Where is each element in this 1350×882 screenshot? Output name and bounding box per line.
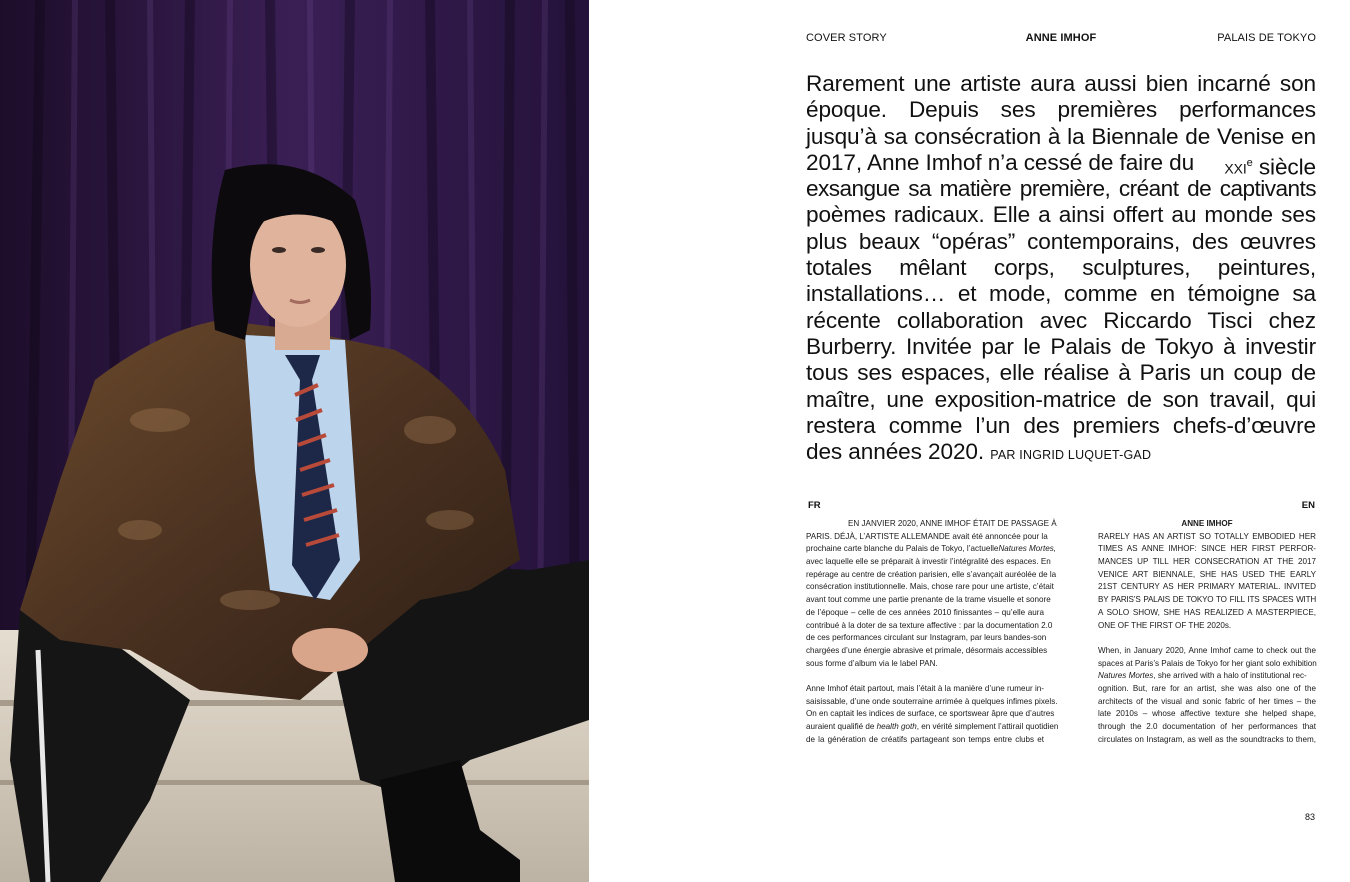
lede-line: plus beaux “opéras” contemporains, des œuvres [806, 228, 1316, 254]
lede-paragraph [806, 71, 1316, 465]
lede-line: restera comme l’un des premiers chefs-d’œuvre [806, 412, 1316, 438]
english-paragraph-1: RARELY HAS AN ARTIST SO TOTALLY EMBODIED HER TIMES AS ANNE IMHOF: SINCE HER FIRST PERFOR- MANCES UP TILL HER CONSECRATION AT THE 2017 VENICE ART BIENNALE, SHE HAS USED THE EARLY 21ST CENTURY AS HER PRIMARY MATERIAL. INVITED BY PARIS’S PALAIS DE TOKYO TO FILL ITS SPACES WITH A SOLO SHOW, SHE HAS REALIZED A MASTERPIECE, ONE OF THE FIRST OF THE 2020s. [1098, 531, 1316, 630]
lede-line: récente collaboration avec Riccardo Tisci chez [806, 307, 1316, 333]
lede-line: tous ses espaces, elle réalise à Paris un coup de [806, 360, 1316, 386]
lede-line: totales mêlant corps, sculptures, peintures, [806, 255, 1316, 281]
lede-line: Rarement une artiste aura aussi bien incarné son [806, 71, 1316, 96]
french-paragraph-1: EN JANVIER 2020, ANNE IMHOF ÉTAIT DE PASSAGE À PARIS. DÉJÀ, L’ARTISTE ALLEMANDE avait été annoncée pour la prochaine carte blanche du Palais de Tokyo, l’actuelle Natures Mortes, avec laquelle elle se préparait à investir l’intégralité des espaces. En repérage au centre de création parisien, elle s’avançait auréolée de la consécration institutionnelle. Mais, chose rare pour une artiste, c’était avant tout comme une partie prenante de la trame visuelle et sonore de l’époque – celle de ces années 2010 finissantes – qu’elle aura contribué à la doter de sa texture affective : par la documentation 2.0 de ces performances circulant sur Instagram, par leurs bandes-son chargées d’une énergie abrasive et primale, désormais accessibles sous forme d’album via le label PAN. [806, 519, 1057, 668]
english-column [1098, 518, 1316, 759]
page-number: 83 [1305, 812, 1316, 822]
english-heading: ANNE IMHOF [1181, 519, 1233, 528]
lede-line: jusqu’à sa consécration à la Biennale de Venise en [806, 123, 1316, 149]
section-label: COVER STORY [806, 32, 887, 44]
portrait-photo-illustration [0, 0, 589, 882]
venue-label: PALAIS DE TOKYO [1217, 32, 1316, 44]
running-header [806, 32, 1316, 46]
lede-line: 2017, Anne Imhof n’a cessé de faire du XXIe siècle [806, 149, 1316, 180]
cover-photo [0, 0, 589, 882]
lede-line: poèmes radicaux. Elle a ainsi offert au monde ses [806, 202, 1316, 228]
lede-line: Burberry. Invitée par le Palais de Tokyo à investir [806, 333, 1316, 359]
lede-line: époque. Depuis ses premières performances [806, 97, 1316, 123]
french-paragraph-2: Anne Imhof était partout, mais l’était à la manière d’une rumeur in- saisissable, d’une onde souterraine arrimée à quelques infimes pixels. On en captait les indices de surface, ce sportswear âpre que d’autres auraient qualifié de health goth, en vérité simplement l’attirail quotidien de la génération de créatifs partageant son temps entre clubs et [806, 683, 1059, 744]
french-column [806, 518, 1059, 759]
english-paragraph-2: When, in January 2020, Anne Imhof came to check out the spaces at Paris’s Palais de Tokyo for her giant solo exhibition Natures Mortes, she arrived with a halo of institutional rec- ognition. But, rare for an artist, she was also one of the architects of the visual and sonic fabric of her times – the late 2010s – whose affective texture she helped shape, through the 2.0 documentation of her performances that circulates on Instagram, as well as the soundtracks to them, [1098, 645, 1317, 744]
lede-line: exsangue sa matière première, créant de captivants [806, 176, 1316, 202]
lang-label-fr: FR [808, 500, 821, 511]
lede-line: installations… et mode, comme en témoigne sa [806, 281, 1316, 307]
lede-line: maître, une exposition-matrice de son travail, qui [806, 386, 1316, 412]
lang-label-en: EN [1301, 500, 1315, 511]
lede-last-line: des années 2020. PAR INGRID LUQUET-GAD [806, 439, 1152, 465]
byline: PAR INGRID LUQUET-GAD [990, 448, 1152, 463]
artist-label: ANNE IMHOF [1025, 32, 1097, 44]
